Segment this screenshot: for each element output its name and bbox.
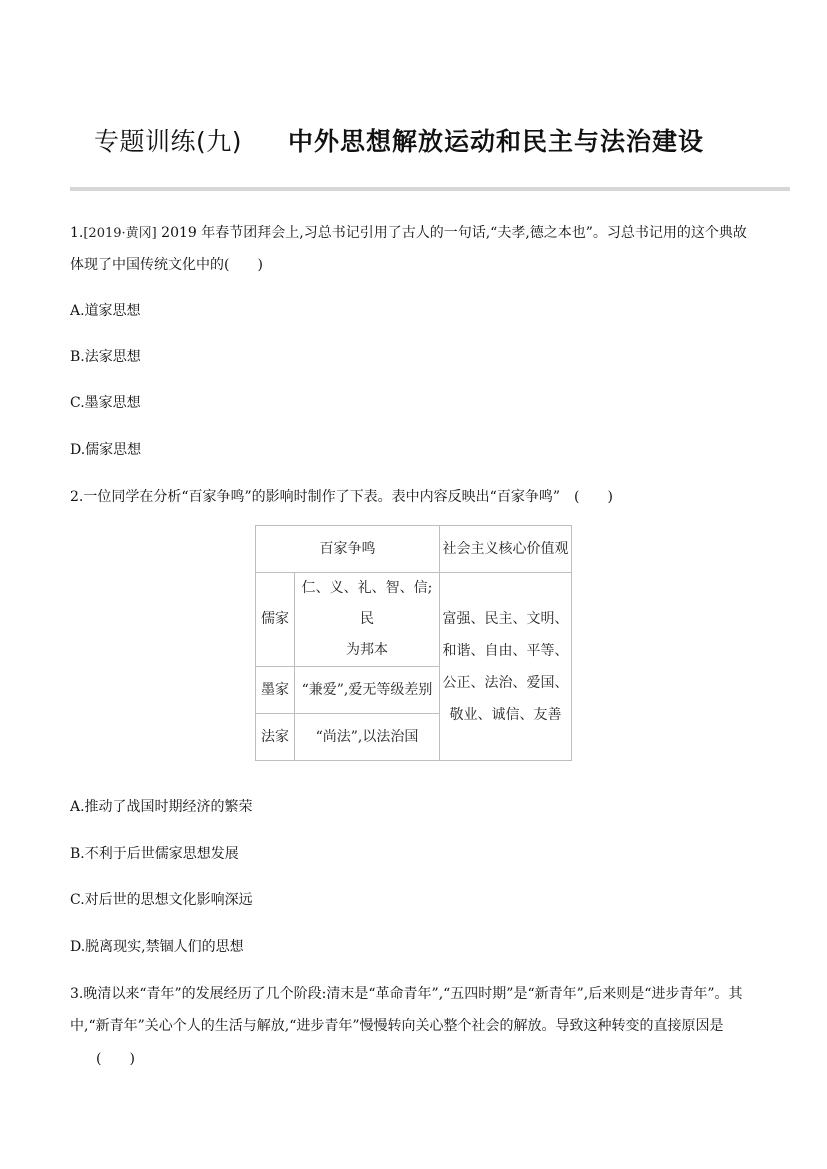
q1-option-d: D.儒家思想	[70, 442, 142, 458]
core-values-line: 敬业、诚信、友善	[449, 706, 562, 723]
table-cell-idea: “兼爱”,爱无等级差别	[295, 667, 440, 714]
title-topic: 中外思想解放运动和民主与法治建设	[288, 127, 705, 156]
table-cell-school: 法家	[256, 714, 295, 761]
q1-option-a: A.道家思想	[70, 303, 141, 319]
core-values-line: 和谐、自由、平等、	[442, 642, 569, 659]
table-header-values: 社会主义核心价值观	[440, 526, 572, 573]
q2-option-a: A.推动了战国时期经济的繁荣	[70, 799, 253, 815]
q1-stem-line2: 体现了中国传统文化中的( )	[70, 257, 263, 273]
table-cell-school: 墨家	[256, 667, 295, 714]
table-cell-idea: “尚法”,以法治国	[295, 714, 440, 761]
title-divider	[70, 187, 790, 191]
q2-stem: 2.一位同学在分析“百家争鸣”的影响时制作了下表。表中内容反映出“百家争鸣” ( )	[70, 489, 613, 505]
q2-option-c: C.对后世的思想文化影响深远	[70, 892, 253, 908]
page-title	[0, 122, 827, 162]
q1-source: [2019·黄冈]	[83, 226, 157, 241]
table-cell-idea	[295, 573, 440, 667]
core-values-line: 富强、民主、文明、	[442, 610, 569, 627]
comparison-table	[255, 525, 572, 761]
core-values-line: 公正、法治、爱国、	[442, 674, 569, 691]
table-cell-idea-line: 仁、义、礼、智、信;民	[301, 580, 433, 627]
q3-stem-line2: 中,“新青年”关心个人的生活与解放,“进步青年”慢慢转向关心整个社会的解放。导致这种转变的直接原因是	[70, 1018, 724, 1034]
q2-option-d: D.脱离现实,禁锢人们的思想	[70, 939, 244, 955]
q1-stem-line1	[70, 223, 747, 244]
table-cell-school: 儒家	[256, 573, 295, 667]
q2-option-b: B.不利于后世儒家思想发展	[70, 846, 239, 862]
table-cell-idea-line: 为邦本	[346, 642, 388, 658]
table-header-schools: 百家争鸣	[256, 526, 440, 573]
q3-stem-line1: 3.晚清以来“青年”的发展经历了几个阶段:清末是“革命青年”,“五四时期”是“新青年”,后来则是“进步青年”。其	[70, 986, 743, 1002]
q1-stem-text: 2019 年春节团拜会上,习总书记引用了古人的一句话,“夫孝,德之本也”。习总书记用的这个典故	[156, 225, 747, 241]
title-series: 专题训练(九)	[94, 127, 243, 156]
table-cell-core-values	[440, 573, 572, 761]
q1-number: 1.	[70, 225, 84, 241]
q1-option-b: B.法家思想	[70, 349, 141, 365]
q1-option-c: C.墨家思想	[70, 395, 141, 411]
q3-stem-line3: ( )	[96, 1051, 135, 1067]
